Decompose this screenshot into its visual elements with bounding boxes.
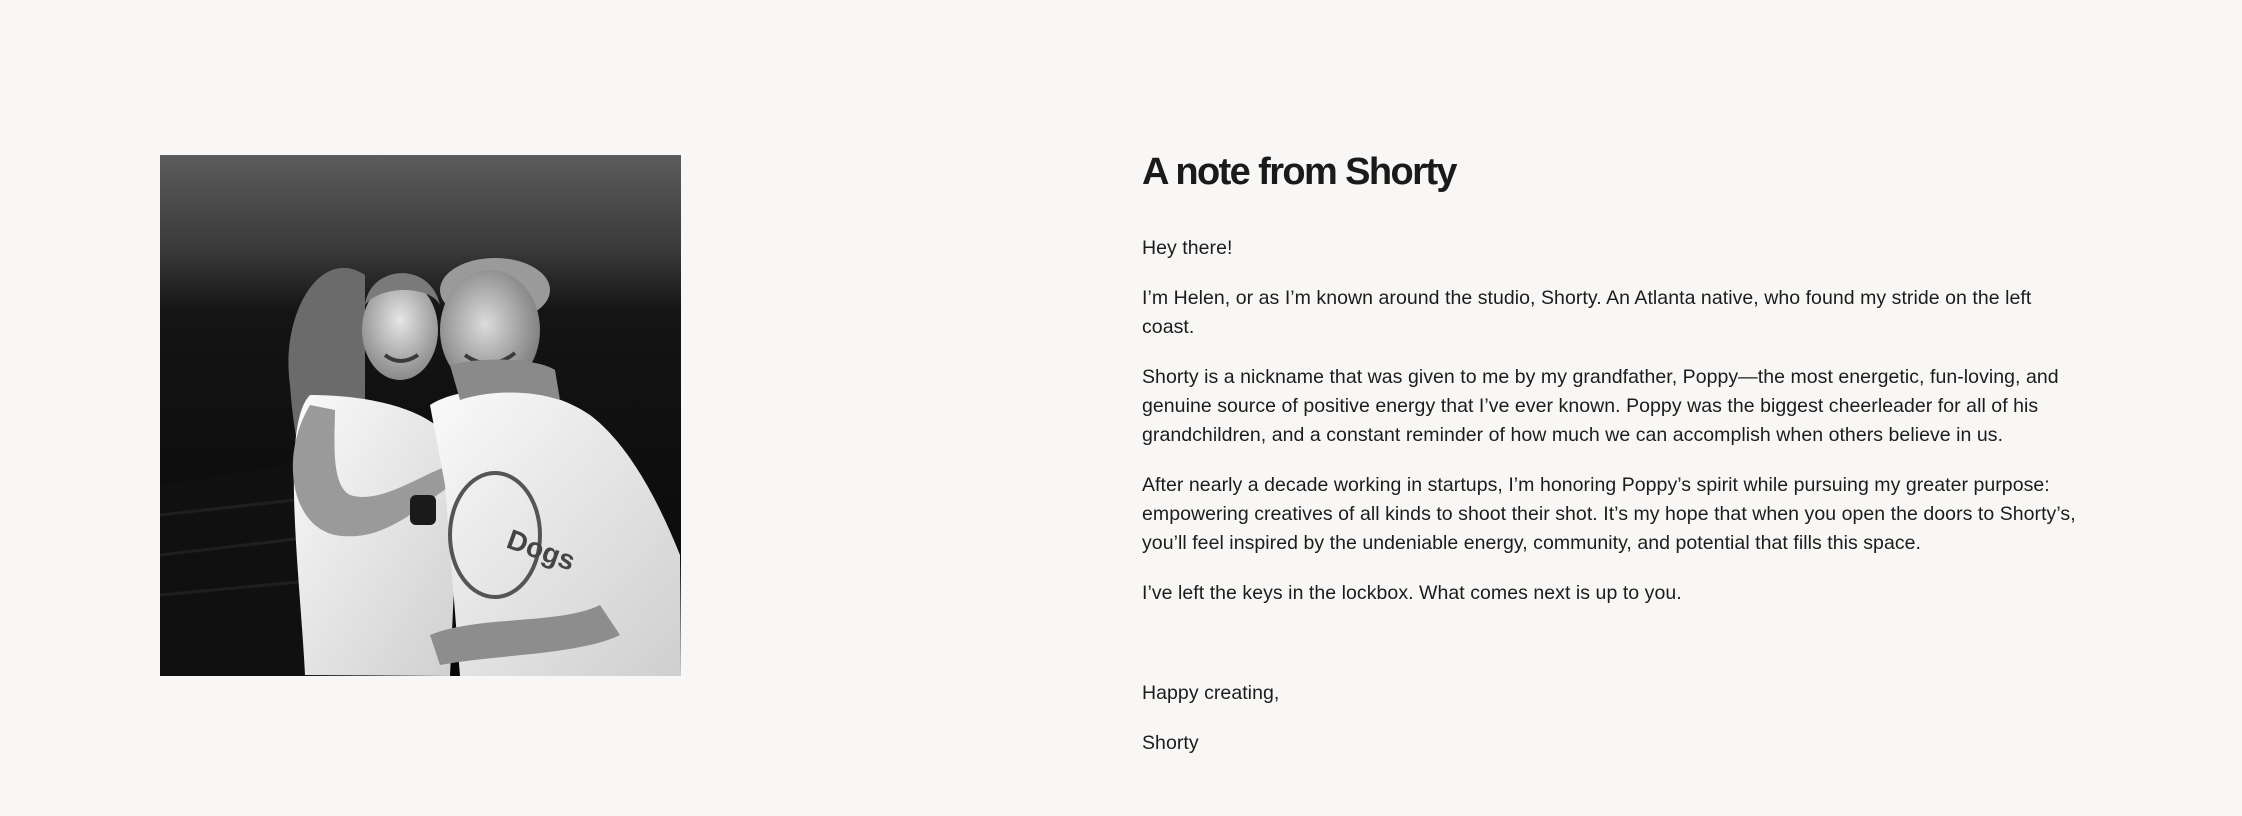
note-section	[1142, 150, 2082, 779]
portrait-photo	[160, 155, 681, 676]
note-paragraph: I’m Helen, or as I’m known around the studio, Shorty. An Atlanta native, who found my stride on the left coast.	[1142, 286, 2032, 338]
shirt-graphic-text: Dogs	[502, 523, 580, 577]
note-paragraph: Hey there!	[1142, 236, 1233, 259]
note-title: A note from Shorty	[1142, 151, 1456, 193]
note-paragraph: I’ve left the keys in the lockbox. What comes next is up to you.	[1142, 581, 1682, 604]
note-paragraph: After nearly a decade working in startups, I’m honoring Poppy’s spirit while pursuing my greater purpose: empowering creatives of all kinds to shoot their shot. It’s my hope that when you open the doors to Shorty’s, you’ll feel inspired by the undeniable energy, community, and potential that fills this space.	[1142, 473, 2076, 554]
note-signature: Shorty	[1142, 731, 1199, 754]
note-paragraph: Shorty is a nickname that was given to me by my grandfather, Poppy—the most energetic, fun-loving, and genuine source of positive energy that I’ve ever known. Poppy was the biggest cheerleader for all of his grandchildren, and a constant reminder of how much we can accomplish when others believe in us.	[1142, 365, 2059, 446]
signoff-spacer	[1142, 629, 2082, 679]
portrait-photo-graphic	[160, 155, 681, 676]
note-closing: Happy creating,	[1142, 681, 1280, 704]
